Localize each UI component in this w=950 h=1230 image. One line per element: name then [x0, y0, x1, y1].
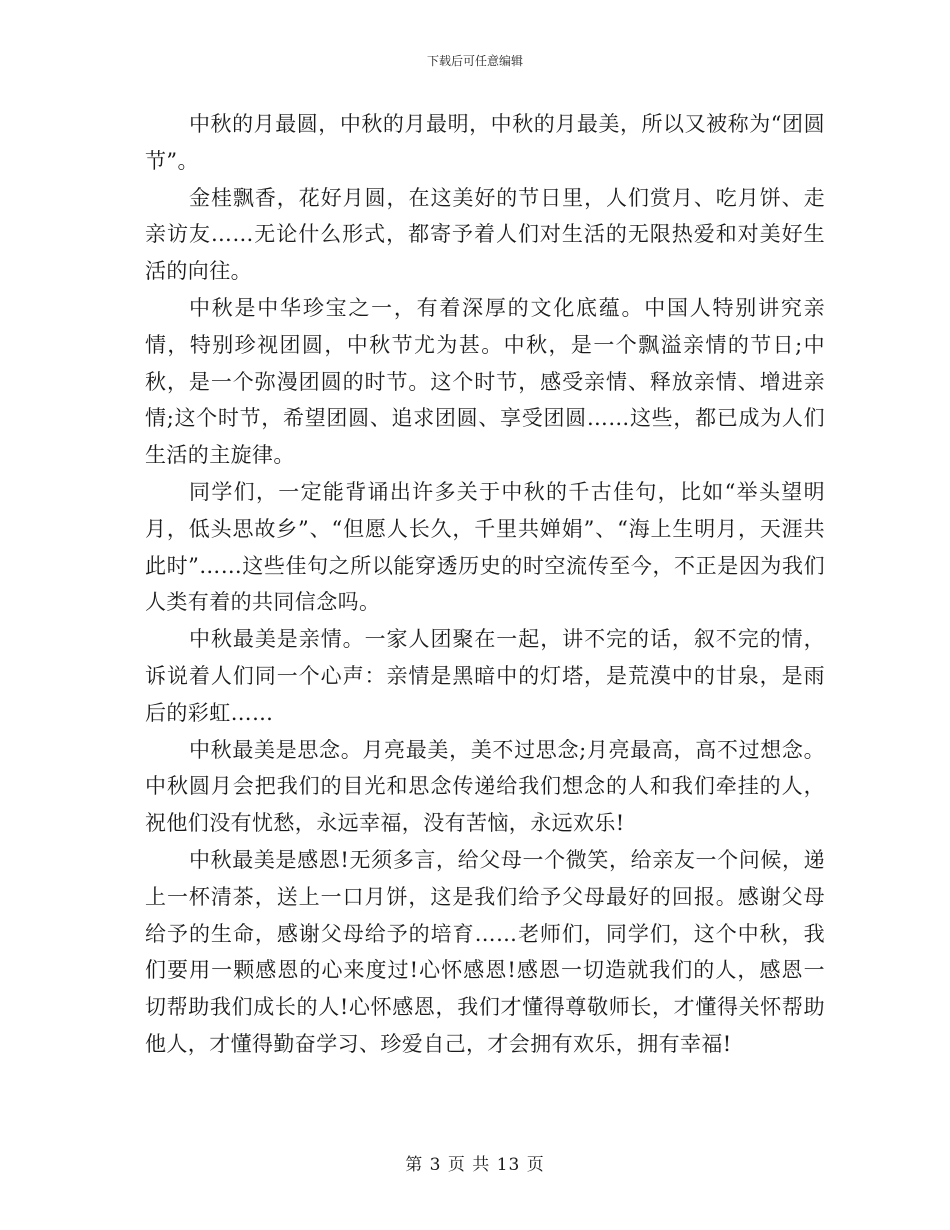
total-page-count: 13 [496, 1155, 521, 1175]
footer-suffix: 页 [526, 1155, 545, 1175]
page-header: 下载后可任意编辑 [426, 54, 523, 68]
paragraph-4: 同学们，一定能背诵出许多关于中秋的千古佳句，比如“举头望明月，低头思故乡”、“但愿人长久，千里共婵娟”、“海上生明月，天涯共此时”……这些佳句之所以能穿透历史的时空流传至今，不正是因为我们人类有着的共同信念吗。 [145, 479, 825, 615]
paragraph-1: 中秋的月最圆，中秋的月最明，中秋的月最美，所以又被称为“团圆节”。 [145, 112, 825, 173]
footer-middle: 页 共 [447, 1155, 491, 1175]
paragraph-6: 中秋最美是思念。月亮最美，美不过思念;月亮最高，高不过想念。中秋圆月会把我们的目光和思念传递给我们想念的人和我们牵挂的人，祝他们没有忧愁，永远幸福，没有苦恼，永远欢乐! [145, 737, 825, 836]
paragraph-5: 中秋最美是亲情。一家人团聚在一起，讲不完的话，叙不完的情，诉说着人们同一个心声：亲情是黑暗中的灯塔，是荒漠中的甘泉，是雨后的彩虹…… [145, 627, 825, 725]
page-footer [0, 1150, 950, 1175]
paragraph-7: 中秋最美是感恩!无须多言，给父母一个微笑，给亲友一个问候，递上一杯清茶，送上一口月饼，这是我们给予父母最好的回报。感谢父母给予的生命，感谢父母给予的培育……老师们，同学们，这个中秋，我们要用一颗感恩的心来度过!心怀感恩!感恩一切造就我们的人，感恩一切帮助我们成长的人!心怀感恩，我们才懂得尊敬师长，才懂得关怀帮助他人，才懂得勤奋学习、珍爱自己，才会拥有欢乐，拥有幸福! [145, 847, 825, 1056]
current-page-number: 3 [429, 1155, 442, 1175]
paragraph-3: 中秋是中华珍宝之一，有着深厚的文化底蕴。中国人特别讲究亲情，特别珍视团圆，中秋节尤为甚。中秋，是一个飘溢亲情的节日;中秋，是一个弥漫团圆的时节。这个时节，感受亲情、释放亲情、增进亲情;这个时节，希望团圆、追求团圆、享受团圆……这些，都已成为人们生活的主旋律。 [145, 295, 825, 468]
paragraph-2: 金桂飘香，花好月圆，在这美好的节日里，人们赏月、吃月饼、走亲访友……无论什么形式，都寄予着人们对生活的无限热爱和对美好生活的向往。 [145, 185, 825, 284]
footer-prefix: 第 [405, 1155, 424, 1175]
document-body [145, 106, 825, 1063]
